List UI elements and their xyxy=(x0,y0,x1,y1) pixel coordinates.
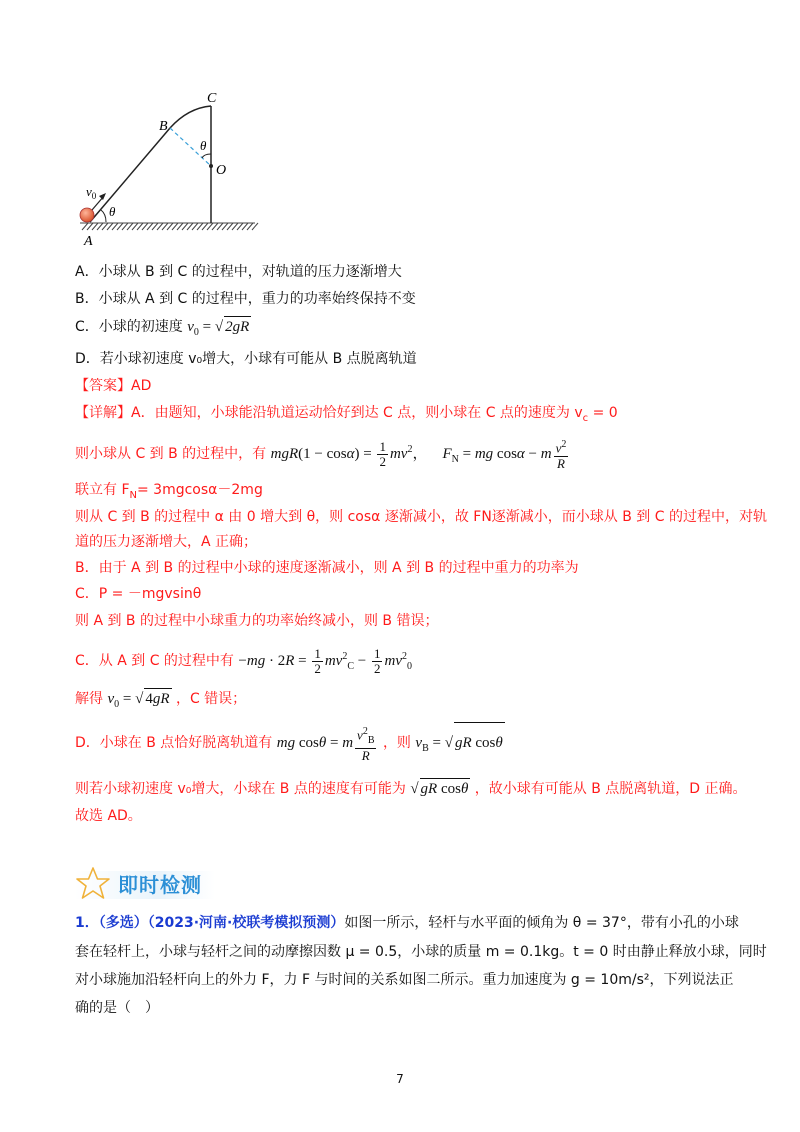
question-1-line-1: 1．（多选）（2023·河南·校联考模拟预测）如图一所示，轻杆与水平面的倾角为 θ = 37°，带有小孔的小球 xyxy=(75,915,739,931)
hatch-mark xyxy=(242,223,248,230)
detail-line-6: B．由于 A 到 B 的过程中小球的速度逐渐减小，则 A 到 B 的过程中重力的功率为 xyxy=(75,560,579,576)
question-1-line-4: 确的是（ ） xyxy=(75,1000,159,1016)
hatch-mark xyxy=(87,223,93,230)
incline-track xyxy=(90,128,170,222)
hatch-mark xyxy=(222,223,228,230)
hatch-mark xyxy=(82,223,88,230)
label-C: C xyxy=(207,91,217,106)
hatch-mark xyxy=(227,223,233,230)
arc-track xyxy=(170,106,211,128)
option-B: B．小球从 A 到 C 的过程中，重力的功率始终保持不变 xyxy=(75,291,416,307)
detail-line-12: 则若小球初速度 v₀增大，小球在 B 点的速度有可能为 √ gR cosθ ，故小球有可能从 B 点脱离轨道，D 正确。 xyxy=(75,778,747,799)
detail-line-8: 则 A 到 B 的过程中小球重力的功率始终减小，则 B 错误； xyxy=(75,613,439,629)
hatch-mark xyxy=(197,223,203,230)
hatch-mark xyxy=(122,223,128,230)
detail-line-11: D．小球在 B 点恰好脱离轨道有 mg cosθ = m $\frac{v^2_B}{R}$ ，则 $v_B$ = √ gR cosθ xyxy=(75,722,505,762)
hatch-mark xyxy=(137,223,143,230)
hatch-mark xyxy=(97,223,103,230)
detail-line-9: C．从 A 到 C 的过程中有 −mg · 2R = $\frac{1}{2}$ $mv^2_C$ − $\frac{1}{2}$ $mv^2_0$ xyxy=(75,646,412,677)
ball xyxy=(80,208,94,222)
option-A: A．小球从 B 到 C 的过程中，对轨道的压力逐渐增大 xyxy=(75,264,402,280)
center-point-O xyxy=(209,164,213,168)
velocity-arrow-head xyxy=(99,193,106,200)
hatch-mark xyxy=(252,223,258,230)
work-equation: −mg · 2R = $\frac{1}{2}$ $mv^2_C$ − $\frac{1}{2}$ $mv^2_0$ xyxy=(238,646,412,677)
label-theta: θ xyxy=(200,138,207,153)
hatch-mark xyxy=(202,223,208,230)
hatch-mark xyxy=(247,223,253,230)
hatch-mark xyxy=(237,223,243,230)
alpha-arc xyxy=(101,210,106,222)
hatch-mark xyxy=(107,223,113,230)
label-A: A xyxy=(84,234,93,249)
detail-line-10: 解得 $v_0$ = √ 4gR ，C 错误； xyxy=(75,688,246,715)
label-B: B xyxy=(159,119,168,134)
hatch-mark xyxy=(167,223,173,230)
hatch-mark xyxy=(117,223,123,230)
hatch-mark xyxy=(102,223,108,230)
hatch-mark xyxy=(187,223,193,230)
detail-line-1: 【详解】A．由题知，小球能沿轨道运动恰好到达 C 点，则小球在 C 点的速度为 $v_c = 0$ xyxy=(75,405,618,424)
hatch-mark xyxy=(132,223,138,230)
hatch-mark xyxy=(182,223,188,230)
hatch-mark xyxy=(212,223,218,230)
energy-equation: mgR(1 − cosα) = $\frac{1}{2}$ $mv^2$， $F_N$ = mg cosα − m $\frac{v^2}{R}$ xyxy=(270,439,567,471)
answer: 【答案】AD xyxy=(75,378,152,394)
hatch-mark xyxy=(232,223,238,230)
ground-hatch xyxy=(80,223,258,230)
track-diagram xyxy=(70,88,270,256)
hatch-mark xyxy=(192,223,198,230)
question-1-line-3: 对小球施加沿轻杆向上的外力 F，力 F 与时间的关系如图二所示。重力加速度为 g = 10m/s²，下列说法正 xyxy=(75,972,734,988)
detail-line-7: C．P = －mgvsinθ xyxy=(75,586,202,602)
label-v0: $v_0$ xyxy=(86,184,97,201)
hatch-mark xyxy=(157,223,163,230)
detail-line-4: 则从 C 到 B 的过程中 α 由 0 增大到 θ，则 cosα 逐渐减小，故 FN逐渐减小，而小球从 B 到 C 的过程中，对轨 xyxy=(75,509,767,525)
hatch-mark xyxy=(92,223,98,230)
hatch-mark xyxy=(147,223,153,230)
question-1-line-2: 套在轻杆上，小球与轻杆之间的动摩擦因数 μ = 0.5，小球的质量 m = 0.1kg。t = 0 时由静止释放小球，同时 xyxy=(75,944,767,960)
detail-line-2: 则小球从 C 到 B 的过程中，有 mgR(1 − cosα) = $\frac{1}{2}$ $mv^2$， $F_N$ = mg cosα − m $\frac{v^2}{R}$ xyxy=(75,430,570,470)
vb-equation: $v_B$ = √ gR cosθ xyxy=(415,735,504,751)
v0-result: $v_0$ = √ 4gR xyxy=(107,691,171,707)
page-number: 7 xyxy=(396,1072,404,1086)
theta-arc xyxy=(202,154,211,158)
label-alpha: θ xyxy=(109,204,116,219)
label-O: O xyxy=(216,163,227,178)
hatch-mark xyxy=(112,223,118,230)
section-title: 即时检测 xyxy=(118,873,202,897)
detail-line-5: 道的压力逐渐增大，A 正确； xyxy=(75,534,258,550)
detail-line-3: 联立有 $F_N= 3mgcos\alpha-2mg$ xyxy=(75,482,263,501)
detail-line-13: 故选 AD。 xyxy=(75,808,142,824)
option-C: C．小球的初速度 $v_0$ = √ 2gR xyxy=(75,316,251,343)
hatch-mark xyxy=(152,223,158,230)
hatch-mark xyxy=(207,223,213,230)
hatch-mark xyxy=(127,223,133,230)
hatch-mark xyxy=(142,223,148,230)
hatch-mark xyxy=(162,223,168,230)
detach-equation: mg cosθ = m $\frac{v^2_B}{R}$ xyxy=(276,725,375,763)
hatch-mark xyxy=(217,223,223,230)
vb-possible: √ gR cosθ xyxy=(410,781,470,797)
option-C-math: $v_0$ = √ 2gR xyxy=(187,319,251,335)
hatch-mark xyxy=(172,223,178,230)
hatch-mark xyxy=(177,223,183,230)
option-D: D．若小球初速度 v₀增大，小球有可能从 B 点脱离轨道 xyxy=(75,351,417,367)
